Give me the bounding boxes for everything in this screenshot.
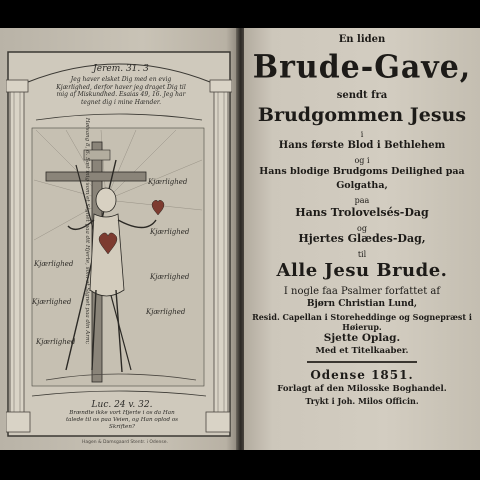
publisher-line: Forlagt af den Milosske Boghandel.	[277, 384, 447, 394]
title-line: i	[360, 130, 364, 139]
left-margin-verse: Høisang 8, 6. Sæt mig som et Signet paa dit Hjerte, som et Signet paa din Arm;	[84, 117, 91, 345]
crucifix-engraving	[6, 50, 232, 438]
edition-label: Sjette Oplag.	[323, 332, 401, 344]
imprint-place-year: Odense 1851.	[310, 368, 414, 382]
title-line: Golgatha,	[336, 180, 388, 191]
subtitle-heading: Brudgommen Jesus	[257, 104, 467, 126]
main-title: Brude-Gave,	[252, 49, 472, 86]
title-line: og i	[354, 156, 370, 165]
title-line: paa	[354, 196, 370, 205]
title-line: Hans blodige Brudgoms Deilighed paa	[259, 166, 465, 177]
title-page	[244, 28, 480, 450]
edition-note: Med et Titelkaaber.	[315, 346, 409, 356]
author-position: Resid. Capellan i Storeheddinge og Sognepræst i Høierup.	[252, 312, 472, 332]
top-verse-text: Jeg haver elsket Dig med en evig Kjærlighed, derfor haver jeg draget Dig til mig af Miskundhed. Esaias 49, 16. Jeg har tegnet dig i mine Hænder.	[56, 76, 186, 106]
bottom-verse	[62, 400, 182, 431]
kjaerlighed-label: Kjærlighed	[148, 178, 188, 186]
frontispiece-page	[0, 28, 238, 450]
engraving-plate	[6, 50, 232, 438]
author-intro: I nogle faa Psalmer forfattet af	[283, 286, 441, 297]
title-line: En liden	[338, 34, 386, 45]
top-verse-reference: Jerem. 31. 3	[93, 64, 149, 74]
bottom-verse-text: Brændte ikke vort Hjerte i os da Han talede til os paa Veien, og Han oplod os Skriften?	[65, 410, 179, 430]
title-line: Hans Trolovelsés-Dag	[295, 206, 429, 219]
kjaerlighed-label: Kjærlighed	[32, 298, 72, 306]
kjaerlighed-label: Kjærlighed	[150, 228, 190, 236]
bottom-verse-reference: Luc. 24 v. 32.	[91, 400, 153, 410]
divider	[244, 361, 480, 363]
book-spread	[0, 28, 480, 450]
kjaerlighed-label: Kjærlighed	[36, 338, 76, 346]
top-verse	[56, 64, 186, 106]
title-line: sendt fra	[336, 90, 388, 101]
title-line: til	[357, 250, 367, 259]
printer-credit: Hagen & Damsgaard Stentr. i Odense.	[82, 440, 168, 445]
kjaerlighed-label: Kjærlighed	[34, 260, 74, 268]
kjaerlighed-label: Kjærlighed	[150, 273, 190, 281]
kjaerlighed-label: Kjærlighed	[146, 308, 186, 316]
printer-line: Trykt i Joh. Milos Officin.	[305, 396, 419, 406]
title-line: Hans første Blod i Bethlehem	[278, 140, 446, 151]
title-line: Hjertes Glædes-Dag,	[298, 232, 426, 245]
author-name: Bjørn Christian Lund,	[306, 299, 418, 309]
dedication-heading: Alle Jesu Brude.	[276, 260, 448, 281]
title-line: og	[357, 224, 367, 233]
